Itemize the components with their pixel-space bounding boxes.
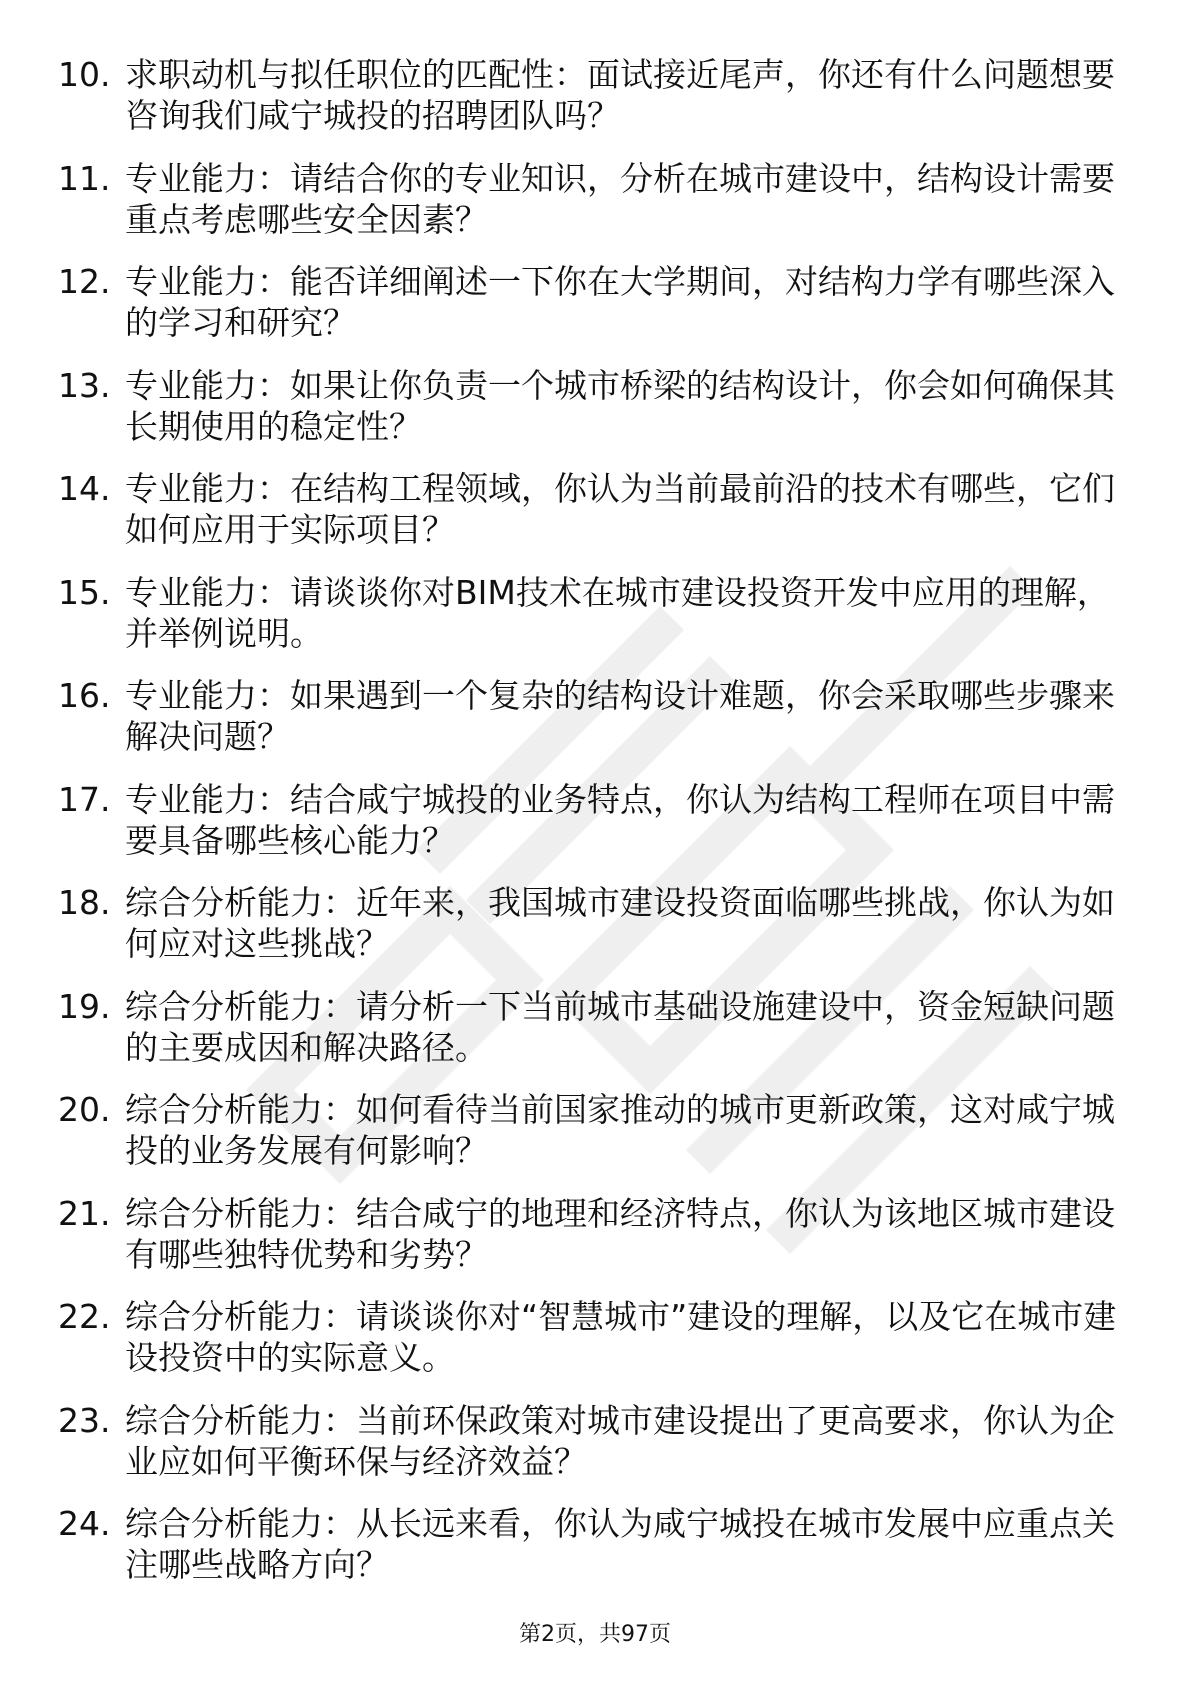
question-item	[58, 158, 1138, 262]
question-item	[58, 572, 1138, 676]
question-list	[58, 54, 1138, 1607]
question-text: 专业能力：请谈谈你对BIM技术在城市建设投资开发中应用的理解，并举例说明。	[125, 572, 1110, 653]
question-number: 15.	[58, 572, 111, 612]
question-text: 综合分析能力：当前环保政策对城市建设提出了更高要求，你认为企业应如何平衡环保与经济效益？	[125, 1400, 1115, 1481]
question-item	[58, 365, 1138, 469]
question-number: 14.	[58, 469, 111, 508]
question-text: 专业能力：结合咸宁城投的业务特点，你认为结构工程师在项目中需要具备哪些核心能力？	[125, 779, 1115, 860]
question-item	[58, 1193, 1138, 1297]
question-text: 求职动机与拟任职位的匹配性：面试接近尾声，你还有什么问题想要咨询我们咸宁城投的招聘团队吗？	[125, 55, 1115, 135]
question-number: 13.	[58, 365, 111, 405]
question-text: 专业能力：在结构工程领域，你认为当前最前沿的技术有哪些，它们如何应用于实际项目？	[125, 469, 1115, 549]
question-number: 18.	[58, 883, 111, 922]
question-item	[58, 986, 1138, 1090]
page-number-footer: 第2页，共97页	[519, 1622, 671, 1647]
question-item	[58, 675, 1138, 779]
question-item	[58, 1400, 1138, 1504]
question-item	[58, 1503, 1138, 1607]
question-text: 综合分析能力：请分析一下当前城市基础设施建设中，资金短缺问题的主要成因和解决路径。	[125, 986, 1115, 1067]
question-number: 11.	[58, 158, 111, 198]
question-number: 16.	[58, 676, 111, 715]
question-item	[58, 882, 1138, 986]
question-number: 21.	[58, 1193, 111, 1233]
question-item	[58, 261, 1138, 365]
question-number: 19.	[58, 986, 111, 1026]
question-number: 20.	[58, 1090, 111, 1129]
question-text: 综合分析能力：近年来，我国城市建设投资面临哪些挑战，你认为如何应对这些挑战？	[125, 883, 1115, 963]
question-number: 23.	[58, 1400, 111, 1440]
question-number: 17.	[58, 779, 111, 819]
question-item	[58, 779, 1138, 883]
question-item	[58, 468, 1138, 572]
question-text: 专业能力：如果让你负责一个城市桥梁的结构设计，你会如何确保其长期使用的稳定性？	[125, 365, 1115, 446]
question-number: 24.	[58, 1504, 111, 1543]
question-text: 综合分析能力：结合咸宁的地理和经济特点，你认为该地区城市建设有哪些独特优势和劣势？	[125, 1193, 1115, 1274]
question-item	[58, 1089, 1138, 1193]
question-text: 综合分析能力：从长远来看，你认为咸宁城投在城市发展中应重点关注哪些战略方向？	[125, 1504, 1115, 1584]
question-number: 10.	[58, 55, 111, 94]
question-text: 专业能力：如果遇到一个复杂的结构设计难题，你会采取哪些步骤来解决问题？	[125, 676, 1115, 756]
question-text: 专业能力：请结合你的专业知识，分析在城市建设中，结构设计需要重点考虑哪些安全因素？	[125, 158, 1115, 239]
question-number: 22.	[58, 1297, 111, 1336]
question-text: 专业能力：能否详细阐述一下你在大学期间，对结构力学有哪些深入的学习和研究？	[125, 262, 1115, 342]
question-item	[58, 54, 1138, 158]
question-item	[58, 1296, 1138, 1400]
question-number: 12.	[58, 262, 111, 301]
question-text: 综合分析能力：请谈谈你对“智慧城市”建设的理解，以及它在城市建设投资中的实际意义。	[125, 1297, 1117, 1377]
question-text: 综合分析能力：如何看待当前国家推动的城市更新政策，这对咸宁城投的业务发展有何影响？	[125, 1090, 1115, 1170]
